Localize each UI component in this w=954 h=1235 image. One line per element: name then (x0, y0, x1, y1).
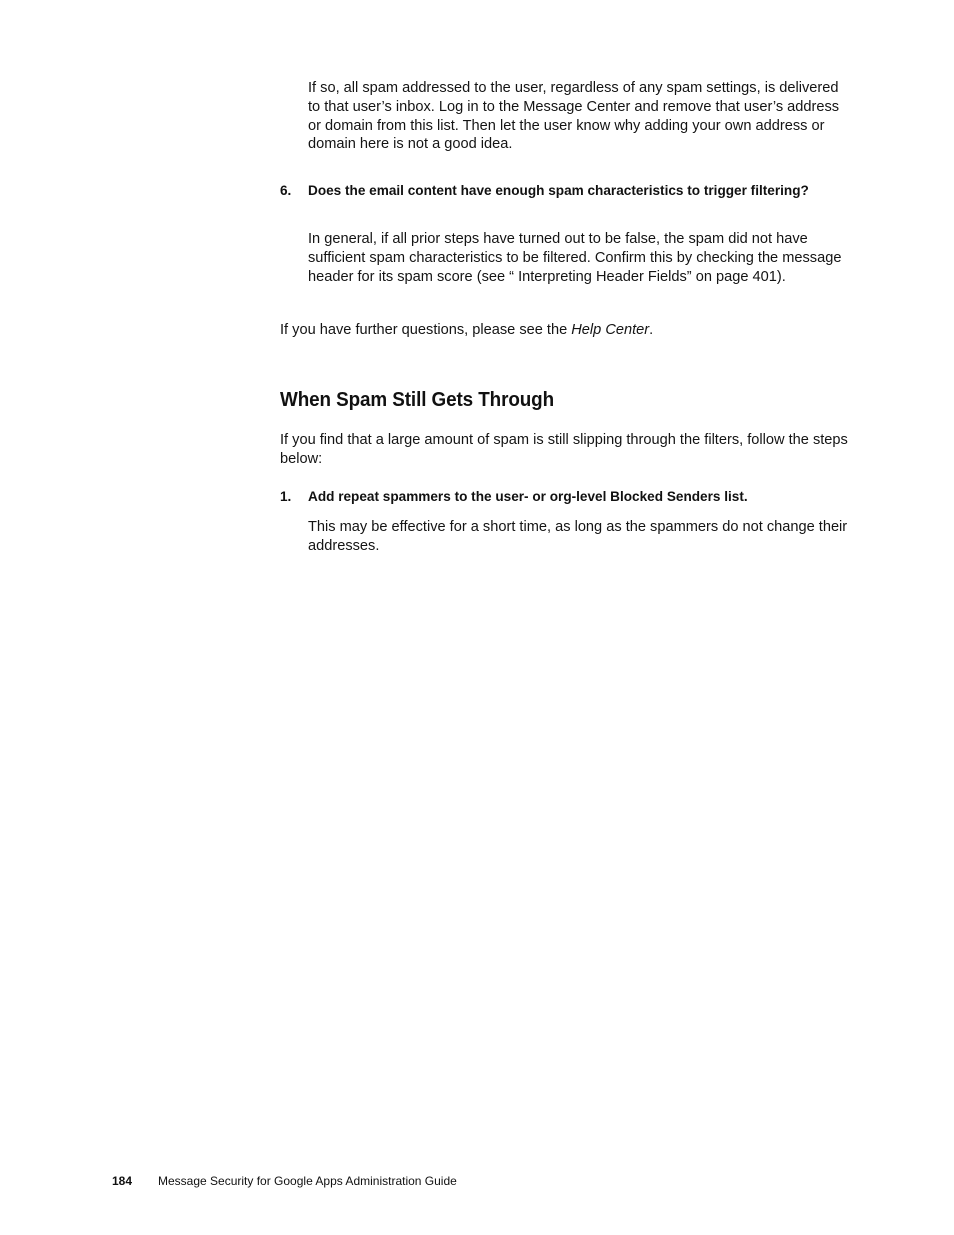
page-footer (112, 1173, 457, 1189)
footer-title: Message Security for Google Apps Administration Guide (158, 1174, 457, 1188)
step-6-number: 6. (280, 183, 292, 198)
step-1-number: 1. (280, 489, 292, 504)
step-1-body: This may be effective for a short time, as long as the spammers do not change their addresses. (308, 519, 848, 554)
section-heading: When Spam Still Gets Through (280, 388, 555, 411)
intro-paragraph: If so, all spam addressed to the user, regardless of any spam settings, is delivered to that user’s inbox. Log in to the Message Center and remove that user’s address or domain from this list. Then let the user know why adding your own address or domain here is not a good idea. (308, 80, 840, 153)
step-1 (280, 488, 848, 506)
further-questions-end: . (649, 322, 654, 338)
step-1-title: Add repeat spammers to the user- or org-level Blocked Senders list. (308, 489, 748, 504)
step-6-body: In general, if all prior steps have turned out to be false, the spam did not have sufficient spam characteristics to be filtered. Confirm this by checking the message header for its spam score (see “ Interpreting Header Fields” on page 401). (308, 231, 842, 285)
step-6-title: Does the email content have enough spam characteristics to trigger filtering? (308, 183, 809, 198)
help-center-link[interactable]: Help Center (571, 322, 650, 338)
further-questions (280, 321, 848, 340)
further-questions-text: If you have further questions, please see the (280, 322, 572, 338)
page-number: 184 (112, 1174, 133, 1188)
section-intro: If you find that a large amount of spam is still slipping through the filters, follow the steps below: (280, 432, 848, 467)
step-6 (280, 182, 848, 200)
